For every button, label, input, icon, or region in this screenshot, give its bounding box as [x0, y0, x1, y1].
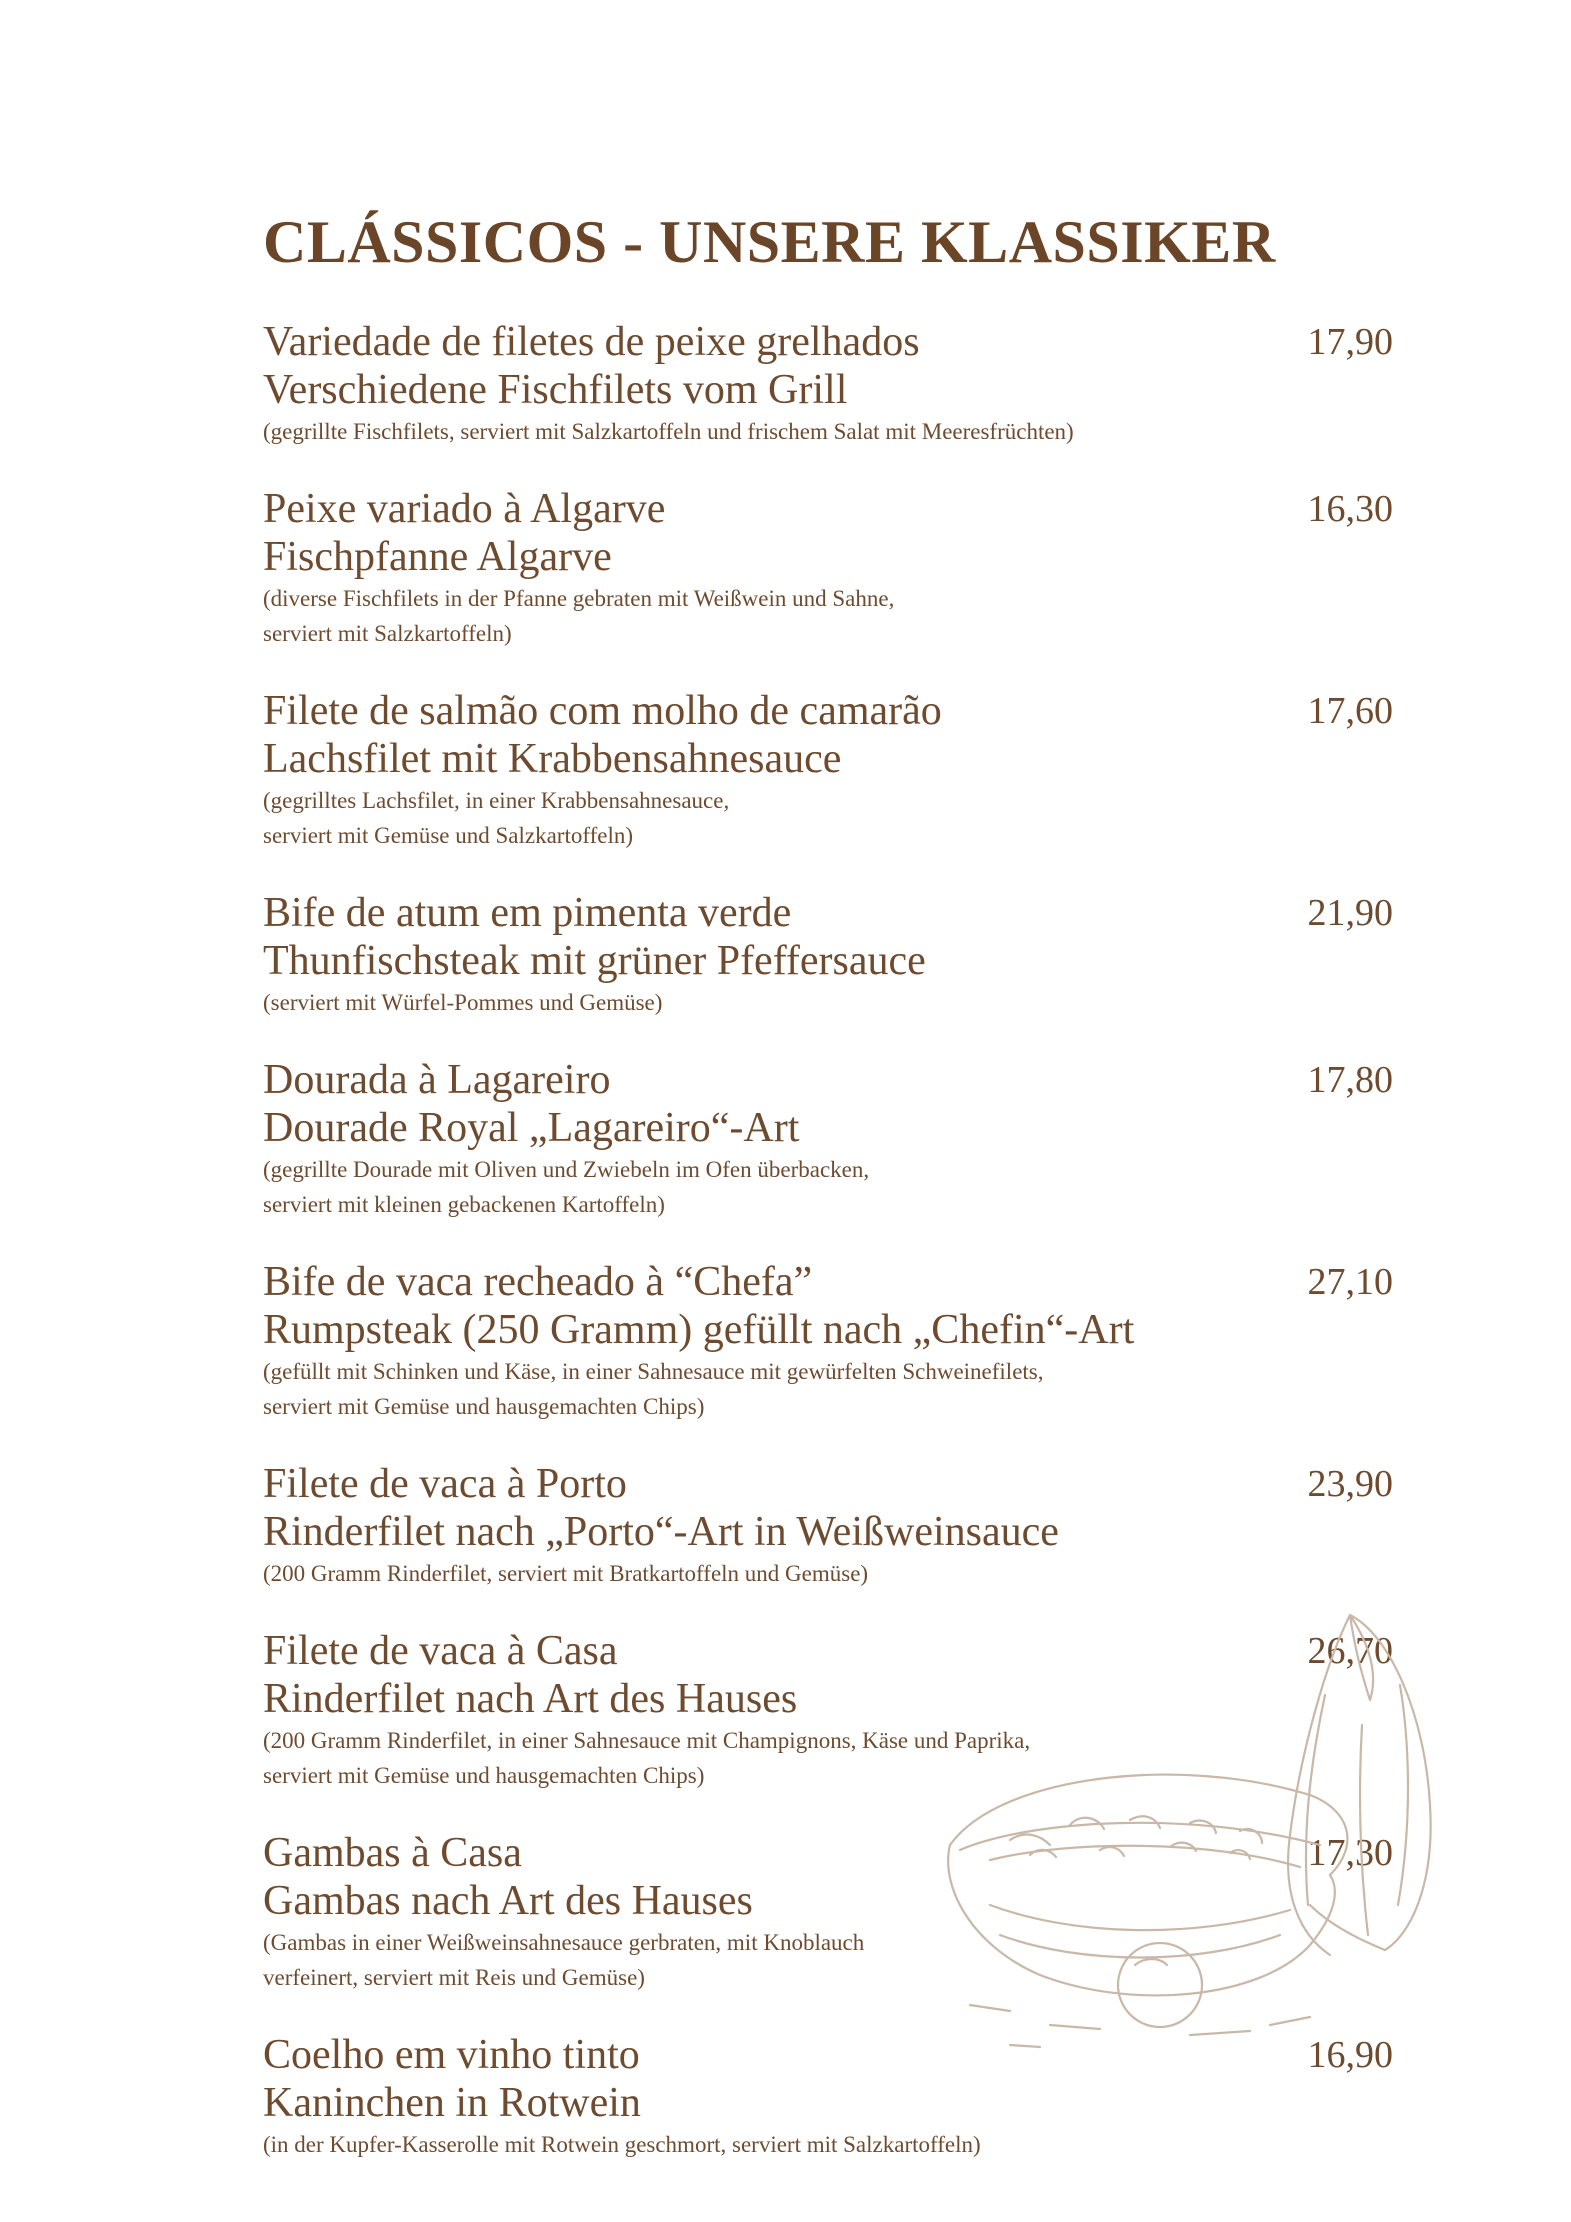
dish-price: 26,70 — [1307, 1630, 1393, 1672]
menu-item — [263, 889, 1393, 1020]
dish-description: verfeinert, serviert mit Reis und Gemüse) — [263, 1965, 645, 1990]
dish-description: serviert mit Salzkartoffeln) — [263, 621, 512, 646]
dish-name-de: Thunfischsteak mit grüner Pfeffersauce — [263, 938, 926, 984]
menu-item — [263, 1056, 1393, 1222]
dish-description: (in der Kupfer-Kasserolle mit Rotwein geschmort, serviert mit Salzkartoffeln) — [263, 2132, 981, 2157]
dish-name-pt: Gambas à Casa — [263, 1830, 522, 1876]
dish-price: 16,30 — [1307, 488, 1393, 530]
dish-name-pt: Peixe variado à Algarve — [263, 486, 666, 532]
dish-name-pt: Bife de vaca recheado à “Chefa” — [263, 1259, 813, 1305]
dish-name-de: Rinderfilet nach „Porto“-Art in Weißweinsauce — [263, 1509, 1059, 1555]
dish-description: serviert mit Gemüse und hausgemachten Chips) — [263, 1394, 705, 1419]
dish-name-pt: Bife de atum em pimenta verde — [263, 890, 792, 936]
menu-item — [263, 318, 1393, 449]
dish-description: (200 Gramm Rinderfilet, serviert mit Bratkartoffeln und Gemüse) — [263, 1561, 869, 1586]
dish-description: (gefüllt mit Schinken und Käse, in einer Sahnesauce mit gewürfelten Schweinefilets, — [263, 1359, 1044, 1384]
menu-item — [263, 687, 1393, 853]
dish-description: serviert mit Gemüse und Salzkartoffeln) — [263, 823, 634, 848]
dish-name-pt: Coelho em vinho tinto — [263, 2032, 640, 2078]
menu-item — [263, 1460, 1393, 1591]
dish-price: 27,10 — [1307, 1261, 1393, 1303]
dish-description: (serviert mit Würfel-Pommes und Gemüse) — [263, 990, 663, 1015]
dish-description: (gegrilltes Lachsfilet, in einer Krabbensahnesauce, — [263, 788, 730, 813]
dish-description: serviert mit kleinen gebackenen Kartoffeln) — [263, 1192, 665, 1217]
dish-name-pt: Variedade de filetes de peixe grelhados — [263, 319, 920, 365]
dish-price: 17,90 — [1307, 321, 1393, 363]
dish-name-de: Gambas nach Art des Hauses — [263, 1878, 753, 1924]
dish-name-de: Rumpsteak (250 Gramm) gefüllt nach „Chefin“-Art — [263, 1307, 1135, 1353]
dish-name-de: Lachsfilet mit Krabbensahnesauce — [263, 736, 842, 782]
dish-name-pt: Filete de vaca à Porto — [263, 1461, 627, 1507]
menu-item — [263, 485, 1393, 651]
dish-name-de: Kaninchen in Rotwein — [263, 2080, 641, 2126]
dish-name-pt: Filete de vaca à Casa — [263, 1628, 618, 1674]
dish-price: 16,90 — [1307, 2034, 1393, 2076]
menu-item — [263, 1258, 1393, 1424]
dish-name-pt: Filete de salmão com molho de camarão — [263, 688, 942, 734]
menu-title: CLÁSSICOS - UNSERE KLASSIKER — [263, 209, 1276, 275]
dish-price: 17,30 — [1307, 1832, 1393, 1874]
dish-name-de: Dourade Royal „Lagareiro“-Art — [263, 1105, 800, 1151]
dish-description: (gegrillte Fischfilets, serviert mit Salzkartoffeln und frischem Salat mit Meeresfrüchten) — [263, 419, 1074, 444]
dish-description: serviert mit Gemüse und hausgemachten Chips) — [263, 1763, 705, 1788]
dish-price: 17,80 — [1307, 1059, 1393, 1101]
dish-description: (gegrillte Dourade mit Oliven und Zwiebeln im Ofen überbacken, — [263, 1157, 870, 1182]
dish-name-de: Rinderfilet nach Art des Hauses — [263, 1676, 798, 1722]
dish-description: (200 Gramm Rinderfilet, in einer Sahnesauce mit Champignons, Käse und Paprika, — [263, 1728, 1031, 1753]
dish-name-pt: Dourada à Lagareiro — [263, 1057, 611, 1103]
cataplana-illustration — [930, 1605, 1470, 2105]
dish-name-de: Verschiedene Fischfilets vom Grill — [263, 367, 848, 413]
dish-description: (diverse Fischfilets in der Pfanne gebraten mit Weißwein und Sahne, — [263, 586, 895, 611]
dish-price: 21,90 — [1307, 892, 1393, 934]
dish-description: (Gambas in einer Weißweinsahnesauce gerbraten, mit Knoblauch — [263, 1930, 865, 1955]
dish-price: 17,60 — [1307, 690, 1393, 732]
dish-price: 23,90 — [1307, 1463, 1393, 1505]
dish-name-de: Fischpfanne Algarve — [263, 534, 612, 580]
